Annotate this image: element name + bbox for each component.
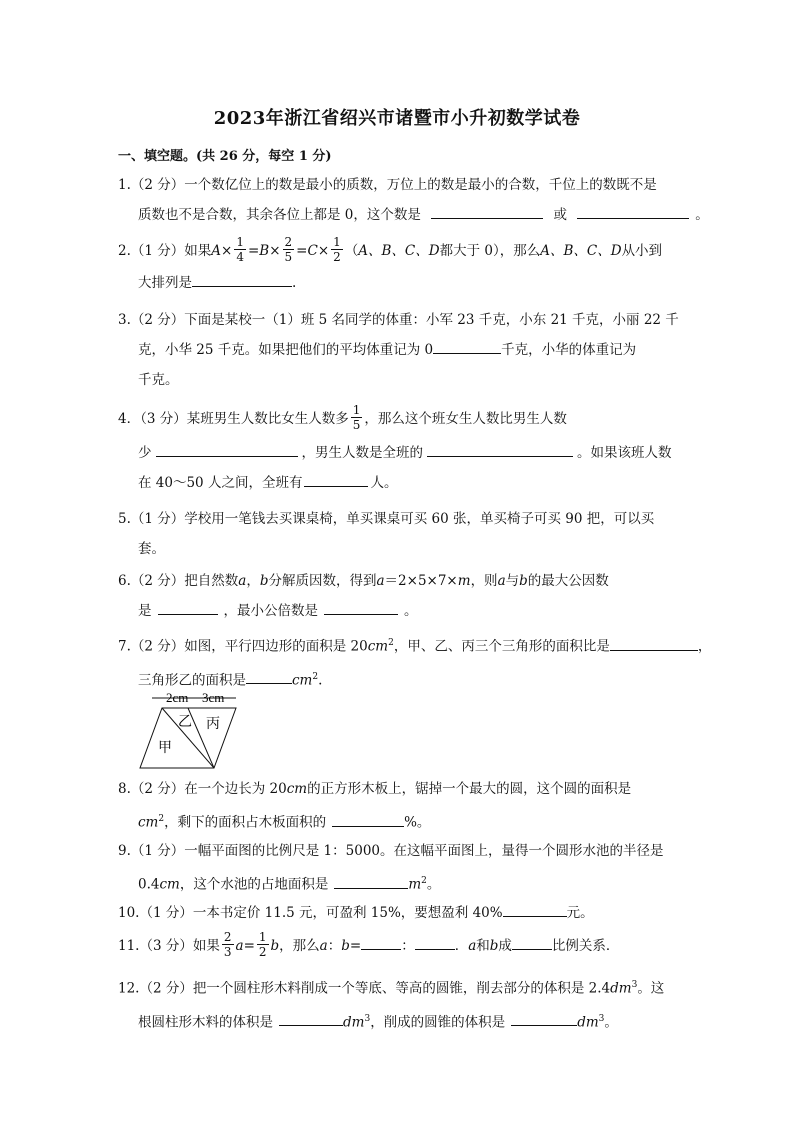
question-3 [118, 305, 678, 395]
question-7-text: ，甲、乙、丙三个三角形的面积比是 [393, 638, 610, 655]
question-6-line-1 [118, 566, 678, 596]
question-12-end: 。 [604, 1014, 618, 1030]
question-3-line-3: 千克。 [138, 372, 179, 388]
numerator: 1 [352, 403, 361, 417]
fraction [351, 403, 363, 432]
question-6-text: 分解质因数，得到 [268, 573, 377, 589]
question-2-end: . [292, 275, 297, 291]
answer-blank[interactable] [158, 599, 218, 615]
colon: ： [327, 938, 342, 954]
fraction [234, 235, 246, 264]
unit-dm: dm [343, 1014, 365, 1030]
question-2 [118, 232, 678, 298]
fraction [222, 930, 234, 959]
equals-sign: = [243, 938, 255, 954]
superscript: 2 [312, 671, 319, 682]
answer-blank[interactable] [304, 471, 368, 487]
answer-blank[interactable] [427, 441, 573, 457]
var-b: b [341, 938, 350, 954]
question-6 [118, 566, 678, 626]
question-6-text: 与 [505, 573, 520, 589]
times-sign: × [269, 243, 281, 259]
colon: ： [401, 938, 415, 954]
question-1-line-2 [118, 200, 709, 230]
question-6-end: 。 [404, 603, 418, 619]
equals-sign: = [296, 243, 308, 259]
question-12 [118, 970, 678, 1037]
question-12-text: 。这 [637, 980, 665, 997]
variables: A、B、C、D [540, 243, 622, 259]
question-7 [118, 628, 712, 695]
var-b: b [259, 573, 269, 589]
question-4-line-1 [118, 400, 678, 438]
question-2-text: 都大于 0），那么 [439, 243, 541, 259]
denominator: 3 [223, 945, 232, 959]
denominator: 2 [333, 250, 341, 264]
fraction [331, 235, 343, 264]
var-b: b [270, 938, 280, 954]
question-4-line-2 [118, 438, 678, 468]
question-9-text: 0.4 [138, 876, 160, 893]
question-6-text: 是 [138, 603, 152, 619]
answer-blank[interactable] [415, 934, 455, 950]
var-m: m [457, 573, 471, 589]
numerator: 1 [258, 930, 267, 944]
question-12-text: ，削成的圆锥的体积是 [370, 1014, 506, 1030]
answer-blank[interactable] [610, 635, 698, 651]
times-sign: × [221, 243, 233, 259]
numerator: 1 [333, 235, 341, 249]
answer-blank[interactable] [512, 934, 552, 950]
question-1-text: 质数也不是合数，其余各位上都是 0，这个数是 [138, 207, 421, 223]
question-8 [118, 774, 678, 838]
question-7-end: . [318, 672, 323, 688]
question-7-line-1 [118, 628, 712, 662]
var-a: a [497, 573, 506, 589]
answer-blank[interactable] [332, 811, 404, 827]
triangle-label-yi: 乙 [178, 714, 192, 730]
var-a: A [211, 243, 222, 259]
answer-blank[interactable] [433, 338, 501, 354]
question-4-text: 在 40～50 人之间，全班有 [138, 475, 303, 491]
var-a: a [468, 938, 477, 954]
question-6-text: ，则 [470, 573, 498, 589]
var-b: B [259, 243, 270, 259]
section-heading: 一、填空题。(共 26 分，每空 1 分) [118, 149, 332, 164]
question-12-text: 根圆柱形木料的体积是 [138, 1014, 273, 1030]
question-12-line-1 [118, 970, 678, 1004]
question-8-text: 的正方形木板上，锯掉一个最大的圆，这个圆的面积是 [307, 781, 632, 797]
unit-cm: cm [138, 814, 159, 831]
superscript: 2 [388, 638, 394, 648]
times-sign: × [317, 243, 330, 259]
question-2-text: 从小到 [621, 243, 663, 259]
var-b: b [519, 573, 528, 589]
question-4-text: ，男生人数是全班的 [301, 445, 423, 461]
parallelogram-figure [136, 686, 246, 772]
superscript: 3 [631, 980, 638, 990]
question-10 [118, 898, 678, 928]
unit-dm: dm [610, 980, 632, 997]
question-2-line-2 [118, 268, 678, 298]
numerator: 1 [236, 235, 244, 249]
superscript: 3 [598, 1013, 605, 1024]
question-8-line-2 [118, 804, 678, 838]
dimension-label-right: 3cm [202, 690, 225, 705]
question-4 [118, 400, 678, 498]
question-6-line-2 [118, 596, 678, 626]
superscript: 2 [158, 814, 165, 824]
question-4-text: 人。 [370, 475, 398, 491]
triangle-label-bing: 丙 [206, 716, 220, 732]
denominator: 5 [284, 250, 293, 264]
question-6-text: ， [246, 573, 260, 589]
question-11-text: ，那么 [279, 938, 320, 954]
question-11 [118, 926, 678, 966]
answer-blank[interactable] [431, 203, 543, 219]
answer-blank[interactable] [279, 1010, 343, 1026]
question-11-line-1 [118, 926, 678, 966]
question-4-text: 少 [138, 445, 152, 461]
period: ． [454, 938, 469, 954]
question-9 [118, 836, 678, 900]
question-6-text: ，最小公倍数是 [223, 603, 318, 619]
denominator: 5 [352, 418, 361, 432]
question-4-text: 。如果该班人数 [577, 445, 672, 461]
question-8-text: ，剩下的面积占木板面积的 [164, 814, 327, 831]
question-7-text: 三角形乙的面积是 [138, 672, 246, 688]
dimension-label-left: 2cm [166, 690, 189, 705]
unit-dm: dm [577, 1014, 599, 1030]
answer-blank[interactable] [246, 668, 292, 684]
page-title: 2023年浙江省绍兴市诸暨市小升初数学试卷 [213, 108, 581, 129]
question-6-text: 的最大公因数 [527, 573, 609, 589]
answer-blank[interactable] [511, 1010, 577, 1026]
unit-cm: cm [286, 781, 308, 797]
answer-blank[interactable] [577, 203, 689, 219]
variables: A、B、C、D [358, 243, 440, 259]
question-1 [118, 170, 709, 230]
question-11-text: 11.（3 分）如果 [118, 938, 220, 954]
question-1-end: 。 [695, 207, 709, 223]
question-7-text: 7.（2 分）如图，平行四边形的面积是 20 [118, 638, 368, 655]
question-2-line-1 [118, 232, 678, 270]
fraction [257, 930, 269, 959]
question-7-text: ， [697, 638, 712, 655]
question-4-line-3 [118, 468, 678, 498]
unit-m: m [408, 876, 422, 893]
question-11-text: 比例关系． [551, 938, 620, 954]
question-5-line-1: 5.（1 分）学校用一笔钱去买课桌椅，单买课桌可买 60 张，单买椅子可买 90 把，可以买 [118, 511, 655, 527]
question-4-text: ，那么这个班女生人数比男生人数 [364, 411, 567, 427]
question-5 [118, 504, 678, 564]
answer-blank[interactable] [192, 271, 292, 287]
question-9-end: 。 [426, 876, 441, 893]
question-1-line-1: 1.（2 分）一个数亿位上的数是最小的质数，万位上的数是最小的合数，千位上的数既不是 [118, 177, 657, 193]
fraction [283, 235, 295, 264]
question-9-text: ，这个水池的占地面积是 [179, 876, 329, 893]
answer-blank[interactable] [324, 599, 398, 615]
unit-cm: cm [159, 876, 180, 893]
var-a: a [238, 573, 247, 589]
question-3-line-2 [118, 335, 678, 365]
equals-sign: = [247, 243, 260, 259]
var-a: a [319, 938, 328, 954]
var-c: C [307, 243, 318, 259]
question-8-line-1 [118, 774, 678, 804]
var-a: a [376, 573, 385, 589]
answer-blank[interactable] [503, 901, 567, 917]
question-11-text: 和 [476, 938, 490, 954]
var-b: b [489, 938, 499, 954]
numerator: 2 [284, 235, 293, 249]
question-3-text: 千克，小华的体重记为 [501, 342, 637, 358]
answer-blank[interactable] [156, 441, 298, 457]
question-5-line-2: 套。 [138, 541, 165, 557]
unit-cm: cm [292, 672, 313, 688]
question-3-line-1: 3.（2 分）下面是某校一（1）班 5 名同学的体重：小军 23 千克，小东 21 千克，小丽 22 千 [118, 312, 679, 328]
question-10-text: 10.（1 分）一本书定价 11.5 元，可盈利 15%，要想盈利 40% [118, 905, 503, 921]
equals-sign: = [349, 938, 362, 954]
question-8-end: %。 [404, 814, 431, 831]
superscript: 2 [421, 876, 427, 886]
denominator: 2 [258, 945, 267, 959]
question-10-end: 元。 [566, 905, 594, 921]
var-a: a [235, 938, 244, 954]
question-11-text: 成 [498, 938, 512, 954]
denominator: 4 [236, 250, 244, 264]
question-10-line-1 [118, 898, 678, 928]
answer-blank[interactable] [334, 873, 408, 889]
question-9-line-2 [118, 866, 678, 900]
numerator: 2 [223, 930, 232, 944]
superscript: 3 [364, 1013, 371, 1024]
question-3-text: 克，小华 25 千克。如果把他们的平均体重记为 0 [138, 342, 434, 358]
question-4-text: 4．（3 分）某班男生人数比女生人数多 [118, 411, 349, 427]
question-1-or: 或 [553, 207, 567, 223]
question-12-text: 12.（2 分）把一个圆柱形木料削成一个等底、等高的圆锥，削去部分的体积是 2.4 [118, 980, 611, 997]
unit-cm: cm [367, 638, 389, 655]
question-6-text: 6.（2 分）把自然数 [118, 573, 239, 589]
question-2-text: 2.（1 分）如果 [118, 243, 212, 259]
paren-open: （ [344, 243, 359, 259]
question-2-text: 大排列是 [138, 275, 192, 291]
question-6-text: ＝2×5×7× [384, 573, 458, 589]
question-8-text: 8.（2 分）在一个边长为 20 [118, 781, 287, 797]
question-9-line-1: 9.（1 分）一幅平面图的比例尺是 1：5000。在这幅平面图上，量得一个圆形水池的半径是 [118, 843, 664, 859]
answer-blank[interactable] [361, 934, 401, 950]
question-12-line-2 [118, 1004, 678, 1038]
triangle-label-jia: 甲 [158, 740, 172, 756]
